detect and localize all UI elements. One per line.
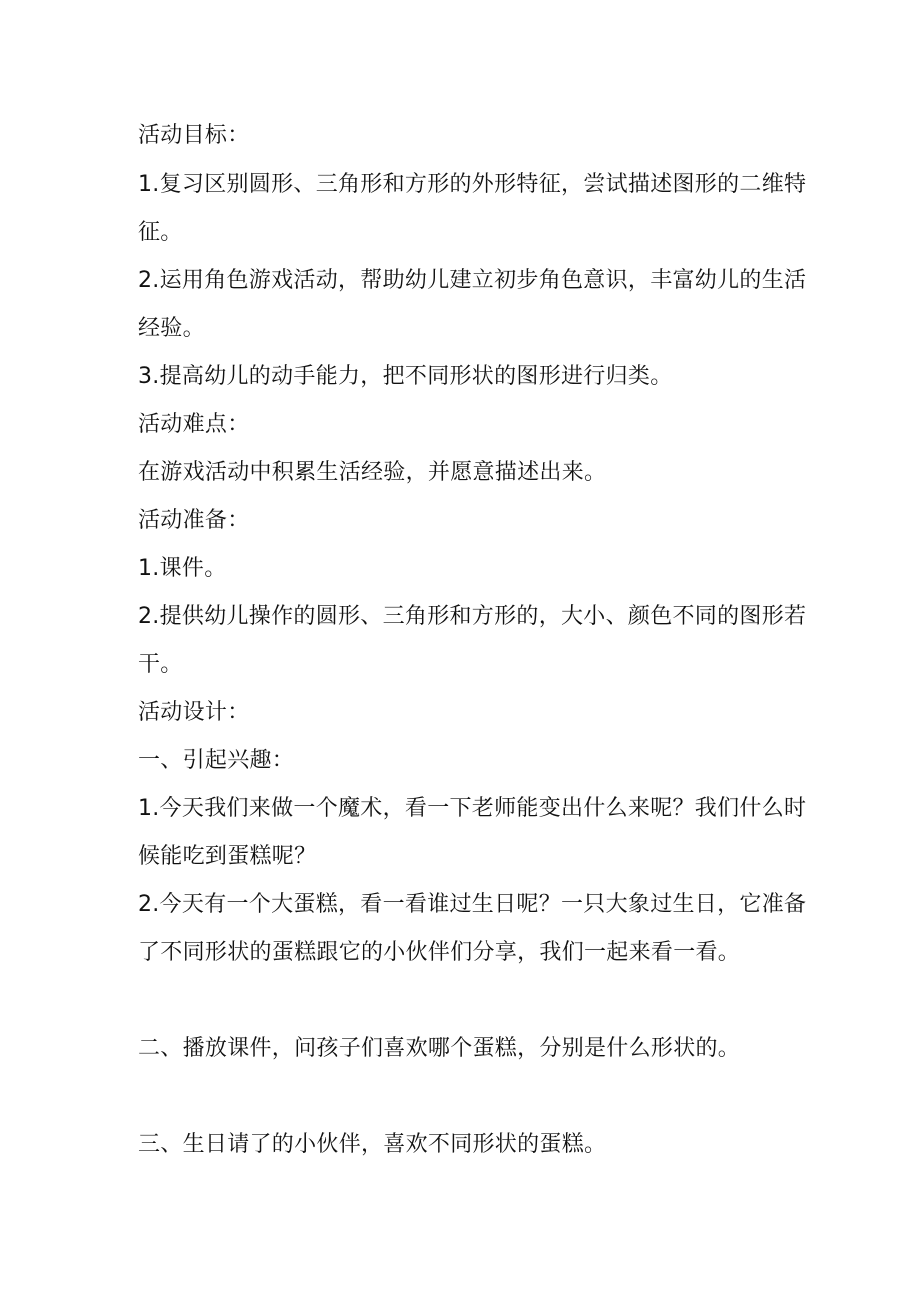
- section-3-heading: 三、生日请了的小伙伴，喜欢不同形状的蛋糕。: [138, 1132, 607, 1157]
- difficulty-text: 在游戏活动中积累生活经验，并愿意描述出来。: [138, 460, 607, 485]
- preparation-2-line-1: 2.提供幼儿操作的圆形、三角形和方形的，大小、颜色不同的图形若: [138, 604, 807, 629]
- heading-activity-preparation: 活动准备：: [138, 508, 250, 533]
- preparation-2-line-2: 干。: [138, 652, 183, 677]
- section-2-heading: 二、播放课件，问孩子们喜欢哪个蛋糕，分别是什么形状的。: [138, 1036, 741, 1061]
- section-1-item-2-line-1: 2.今天有一个大蛋糕，看一看谁过生日呢？一只大象过生日，它准备: [138, 892, 807, 917]
- goal-1-line-1: 1.复习区别圆形、三角形和方形的外形特征，尝试描述图形的二维特: [138, 172, 807, 197]
- section-1-item-1-line-2: 候能吃到蛋糕呢？: [138, 844, 317, 869]
- preparation-1: 1.课件。: [138, 556, 227, 581]
- goal-2-line-1: 2.运用角色游戏活动，帮助幼儿建立初步角色意识，丰富幼儿的生活: [138, 268, 807, 293]
- section-1-item-2-line-2: 了不同形状的蛋糕跟它的小伙伴们分享，我们一起来看一看。: [138, 940, 741, 965]
- goal-3: 3.提高幼儿的动手能力，把不同形状的图形进行归类。: [138, 364, 673, 389]
- section-1-item-1-line-1: 1.今天我们来做一个魔术，看一下老师能变出什么来呢？我们什么时: [138, 796, 807, 821]
- heading-activity-difficulty: 活动难点：: [138, 412, 250, 437]
- section-1-heading: 一、引起兴趣：: [138, 748, 295, 773]
- goal-1-line-2: 征。: [138, 220, 183, 245]
- heading-activity-goals: 活动目标：: [138, 123, 250, 148]
- heading-activity-design: 活动设计：: [138, 700, 250, 725]
- goal-2-line-2: 经验。: [138, 316, 205, 341]
